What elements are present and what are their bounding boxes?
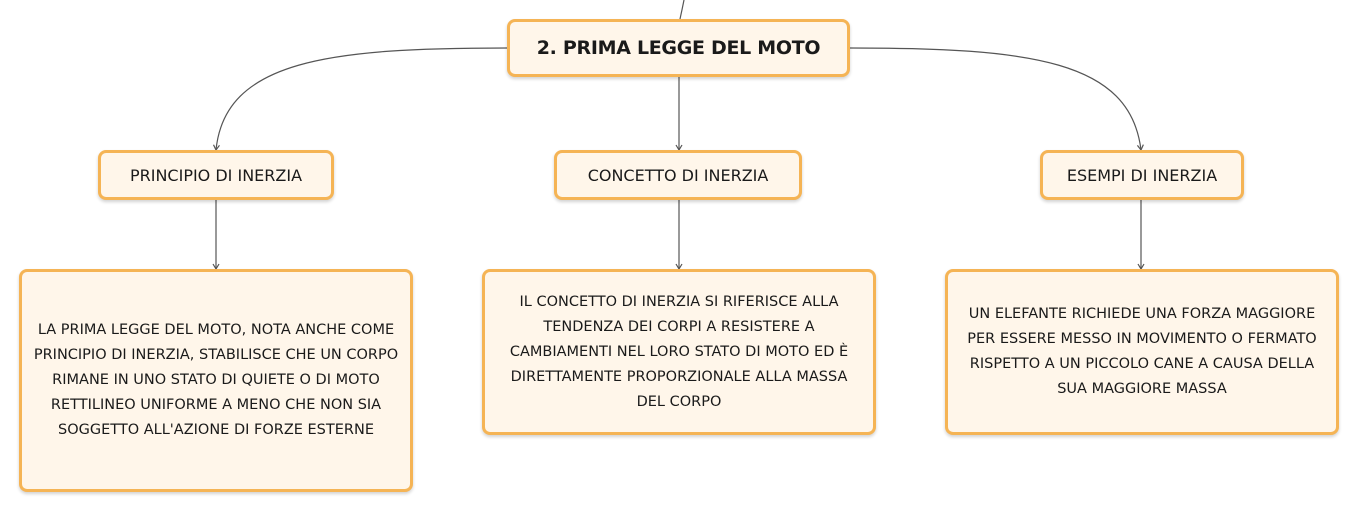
description-text: LA PRIMA LEGGE DEL MOTO, NOTA ANCHE COME PRINCIPIO DI INERZIA, STABILISCE CHE UN CORPO RIMANE IN UNO STATO DI QUIETE O DI MOTO RETTILINEO UNIFORME A MENO CHE NON SIA SOGGETTO ALL'AZIONE DI FORZE ESTERNE: [33, 322, 399, 438]
incoming-connector: [680, 0, 684, 19]
description-esempi-di-inerzia[interactable]: [945, 269, 1339, 435]
description-text: IL CONCETTO DI INERZIA SI RIFERISCE ALLA TENDENZA DEI CORPI A RESISTERE A CAMBIAMENTI NEL LORO STATO DI MOTO ED È DIRETTAMENTE PROPORZIONALE ALLA MASSA DEL CORPO: [509, 293, 849, 410]
description-concetto-di-inerzia[interactable]: [482, 269, 876, 435]
topic-label: CONCETTO DI INERZIA: [587, 165, 769, 185]
connector-root-to-principio: [216, 48, 507, 150]
topic-esempi-di-inerzia[interactable]: [1040, 150, 1244, 200]
topic-label: PRINCIPIO DI INERZIA: [129, 165, 303, 185]
topic-label: ESEMPI DI INERZIA: [1066, 165, 1218, 185]
root-node[interactable]: [507, 19, 850, 77]
connector-root-to-esempi: [850, 48, 1141, 150]
root-node-label: 2. PRIMA LEGGE DEL MOTO: [536, 37, 821, 59]
description-principio-di-inerzia[interactable]: [19, 269, 413, 492]
description-text: UN ELEFANTE RICHIEDE UNA FORZA MAGGIORE PER ESSERE MESSO IN MOVIMENTO O FERMATO RISPETTO A UN PICCOLO CANE A CAUSA DELLA SUA MAGGIORE MASSA: [967, 306, 1317, 397]
topic-concetto-di-inerzia[interactable]: [554, 150, 802, 200]
topic-principio-di-inerzia[interactable]: [98, 150, 334, 200]
